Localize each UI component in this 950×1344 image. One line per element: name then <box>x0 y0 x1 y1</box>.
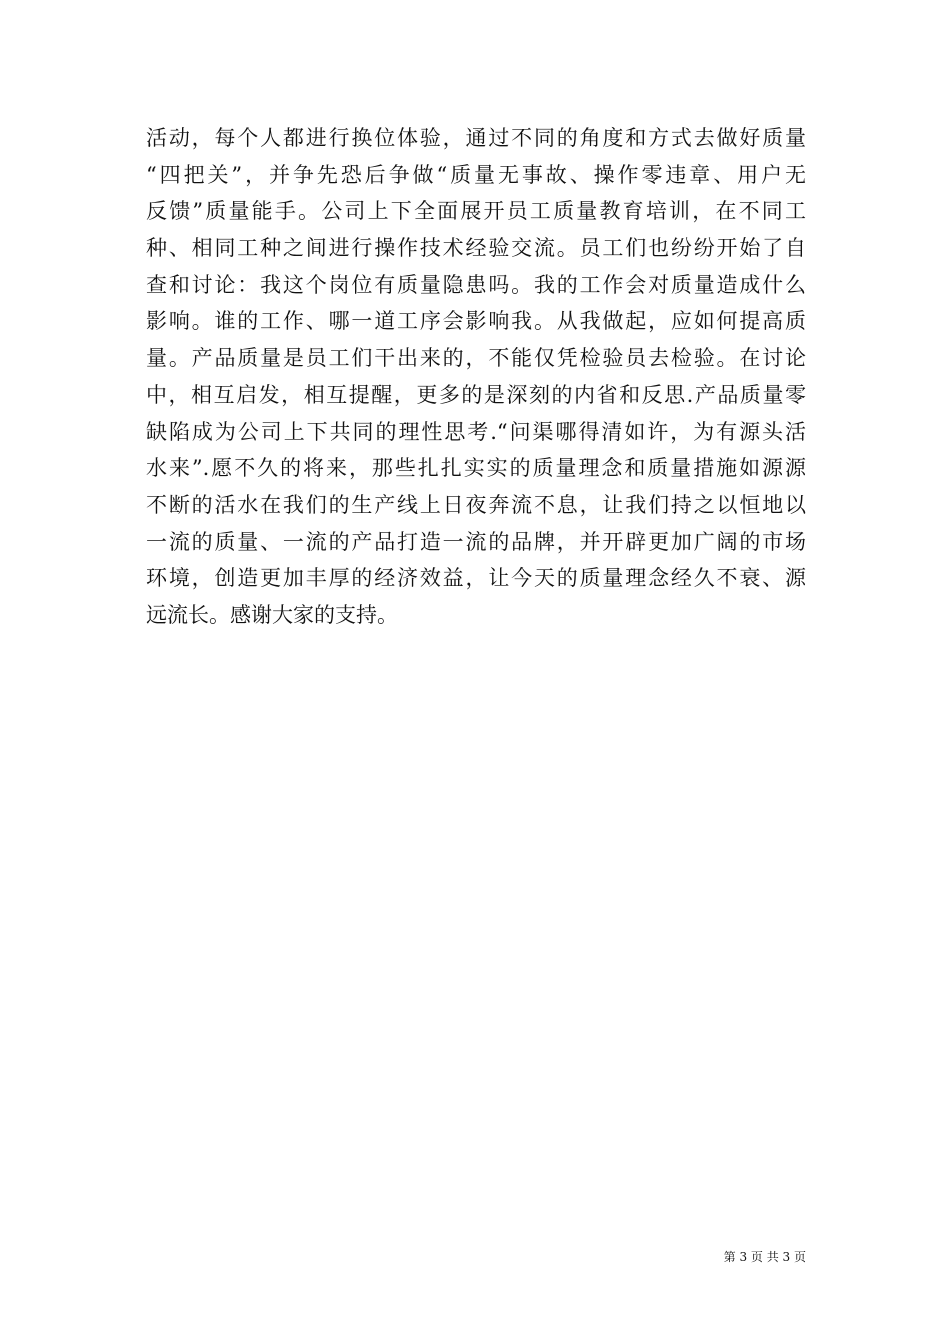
paragraph-line: “四把关”，并争先恐后争做“质量无事故、操作零违章、用户无 <box>146 162 806 187</box>
paragraph-line: 中，相互启发，相互提醒，更多的是深刻的内省和反思.产品质量零 <box>146 382 806 407</box>
paragraph-line: 环境，创造更加丰厚的经济效益，让今天的质量理念经久不衰、源 <box>146 566 806 591</box>
paragraph-line: 反馈”质量能手。公司上下全面展开员工质量教育培训，在不同工 <box>146 199 806 224</box>
paragraph-line: 水来”.愿不久的将来，那些扎扎实实的质量理念和质量措施如源源 <box>146 456 806 481</box>
paragraph-line: 缺陷成为公司上下共同的理性思考.“问渠哪得清如许，为有源头活 <box>146 419 806 444</box>
paragraph-line: 查和讨论：我这个岗位有质量隐患吗。我的工作会对质量造成什么 <box>146 272 806 297</box>
paragraph-line: 不断的活水在我们的生产线上日夜奔流不息，让我们持之以恒地以 <box>146 492 806 517</box>
paragraph-line: 量。产品质量是员工们干出来的，不能仅凭检验员去检验。在讨论 <box>146 346 806 371</box>
paragraph-line: 活动，每个人都进行换位体验，通过不同的角度和方式去做好质量 <box>146 126 806 150</box>
paragraph-line: 影响。谁的工作、哪一道工序会影响我。从我做起，应如何提高质 <box>146 309 806 334</box>
paragraph-line: 一流的质量、一流的产品打造一流的品牌，并开辟更加广阔的市场 <box>146 529 806 554</box>
body-paragraph <box>146 120 806 634</box>
paragraph-line: 种、相同工种之间进行操作技术经验交流。员工们也纷纷开始了自 <box>146 236 806 261</box>
page-number-footer: 第 3 页 共 3 页 <box>723 1250 806 1264</box>
paragraph-line-last: 远流长。感谢大家的支持。 <box>146 602 398 627</box>
